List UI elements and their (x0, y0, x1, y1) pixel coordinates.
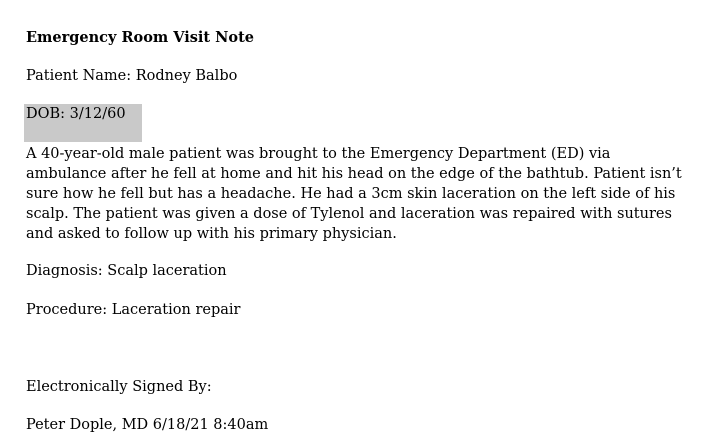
signer: Peter Dople, MD 6/18/21 8:40am (26, 417, 269, 433)
patient-name: Patient Name: Rodney Balbo (26, 68, 238, 84)
note-title: Emergency Room Visit Note (26, 29, 255, 46)
narrative-line: sure how he fell but has a headache. He had a 3cm skin laceration on the left side of his (26, 186, 676, 202)
date-of-birth[interactable]: DOB: 3/12/60 (26, 106, 126, 122)
narrative-paragraph (26, 144, 682, 244)
diagnosis: Diagnosis: Scalp laceration (26, 263, 227, 279)
narrative-line: ambulance after he fell at home and hit his head on the edge of the bathtub. Patient isn’t (26, 166, 682, 182)
narrative-line: A 40-year-old male patient was brought to the Emergency Department (ED) via (26, 146, 611, 162)
signed-by-label: Electronically Signed By: (26, 379, 212, 395)
narrative-line: and asked to follow up with his primary physician. (26, 226, 397, 242)
procedure: Procedure: Laceration repair (26, 302, 241, 318)
narrative-line: scalp. The patient was given a dose of Tylenol and laceration was repaired with sutures (26, 206, 672, 222)
